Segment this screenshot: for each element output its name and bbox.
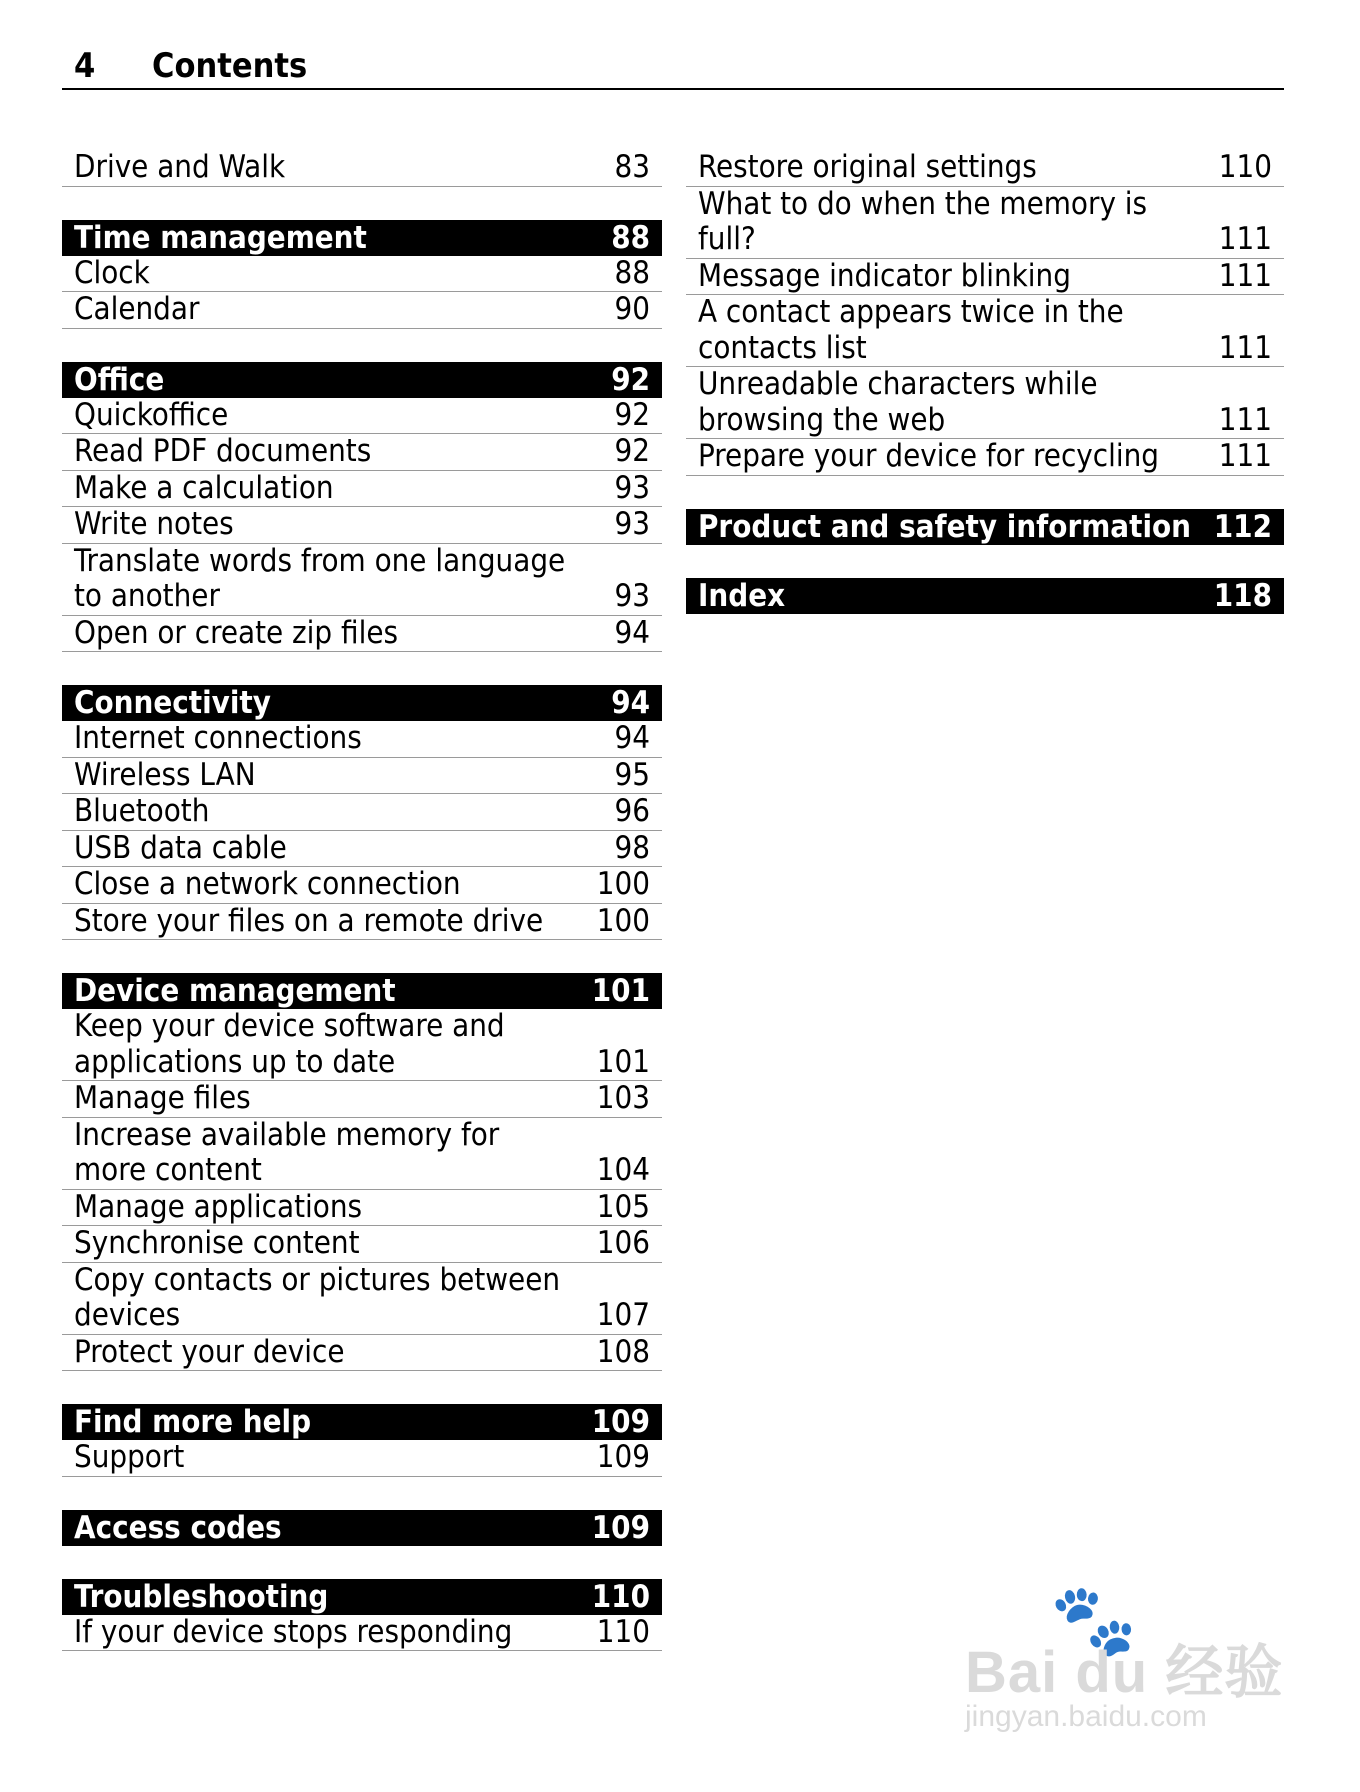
toc-entry[interactable]: Wireless LAN 95 (62, 758, 662, 795)
page-number: 4 (74, 46, 96, 86)
toc-entry[interactable]: USB data cable 98 (62, 831, 662, 868)
paw-icon: 🐾 (1050, 1579, 1138, 1661)
toc-entry[interactable]: Read PDF documents 92 (62, 434, 662, 471)
toc-entry[interactable]: Copy contacts or pictures between devices 107 (62, 1263, 662, 1335)
toc-entry[interactable]: Manage files 103 (62, 1081, 662, 1118)
toc-entry[interactable]: Close a network connection 100 (62, 867, 662, 904)
toc-entry[interactable]: Clock 88 (62, 256, 662, 293)
toc-entry[interactable]: If your device stops responding 110 (62, 1615, 662, 1652)
section-heading-access-codes[interactable]: Access codes 109 (62, 1510, 662, 1546)
toc-entry[interactable]: Unreadable characters while browsing the web 111 (686, 367, 1284, 439)
toc-entry[interactable]: Synchronise content 106 (62, 1226, 662, 1263)
toc-entry[interactable]: Write notes 93 (62, 507, 662, 544)
section-heading-time-management[interactable]: Time management 88 (62, 220, 662, 256)
section-heading-device-management[interactable]: Device management 101 (62, 973, 662, 1009)
toc-entry[interactable]: Translate words from one language to another 93 (62, 544, 662, 616)
toc-entry[interactable]: Restore original settings 110 (686, 150, 1284, 187)
toc-entry[interactable]: Keep your device software and applications up to date 101 (62, 1009, 662, 1081)
toc-entry[interactable]: Message indicator blinking 111 (686, 259, 1284, 296)
section-heading-office[interactable]: Office 92 (62, 362, 662, 398)
toc-entry[interactable]: Increase available memory for more content 104 (62, 1118, 662, 1190)
section-heading-troubleshooting[interactable]: Troubleshooting 110 (62, 1579, 662, 1615)
toc-entry[interactable]: Make a calculation 93 (62, 471, 662, 508)
watermark-url: jingyan.baidu.com (965, 1700, 1207, 1733)
toc-entry[interactable]: Support 109 (62, 1440, 662, 1477)
page-title: Contents (152, 46, 308, 86)
watermark-logo: Bai du 经验 (965, 1640, 1284, 1705)
toc-right-column (686, 150, 1284, 614)
toc-entry[interactable]: A contact appears twice in the contacts list 111 (686, 295, 1284, 367)
toc-entry[interactable]: Internet connections 94 (62, 721, 662, 758)
toc-entry[interactable]: Bluetooth 96 (62, 794, 662, 831)
toc-entry[interactable]: Manage applications 105 (62, 1190, 662, 1227)
section-heading-find-more-help[interactable]: Find more help 109 (62, 1404, 662, 1440)
section-heading-connectivity[interactable]: Connectivity 94 (62, 685, 662, 721)
page-header (62, 44, 1284, 90)
toc-entry[interactable]: Store your files on a remote drive 100 (62, 904, 662, 941)
toc-entry[interactable]: Protect your device 108 (62, 1335, 662, 1372)
toc-entry[interactable]: Quickoffice 92 (62, 398, 662, 435)
toc-entry[interactable]: Calendar 90 (62, 292, 662, 329)
section-heading-product-safety[interactable]: Product and safety information 112 (686, 509, 1284, 545)
toc-entry[interactable]: Prepare your device for recycling 111 (686, 439, 1284, 476)
toc-entry[interactable]: What to do when the memory is full? 111 (686, 187, 1284, 259)
toc-entry[interactable]: Drive and Walk 83 (62, 150, 662, 187)
section-heading-index[interactable]: Index 118 (686, 578, 1284, 614)
baidu-watermark (955, 1579, 1295, 1735)
toc-left-column (62, 150, 662, 1651)
toc-entry[interactable]: Open or create zip files 94 (62, 616, 662, 653)
